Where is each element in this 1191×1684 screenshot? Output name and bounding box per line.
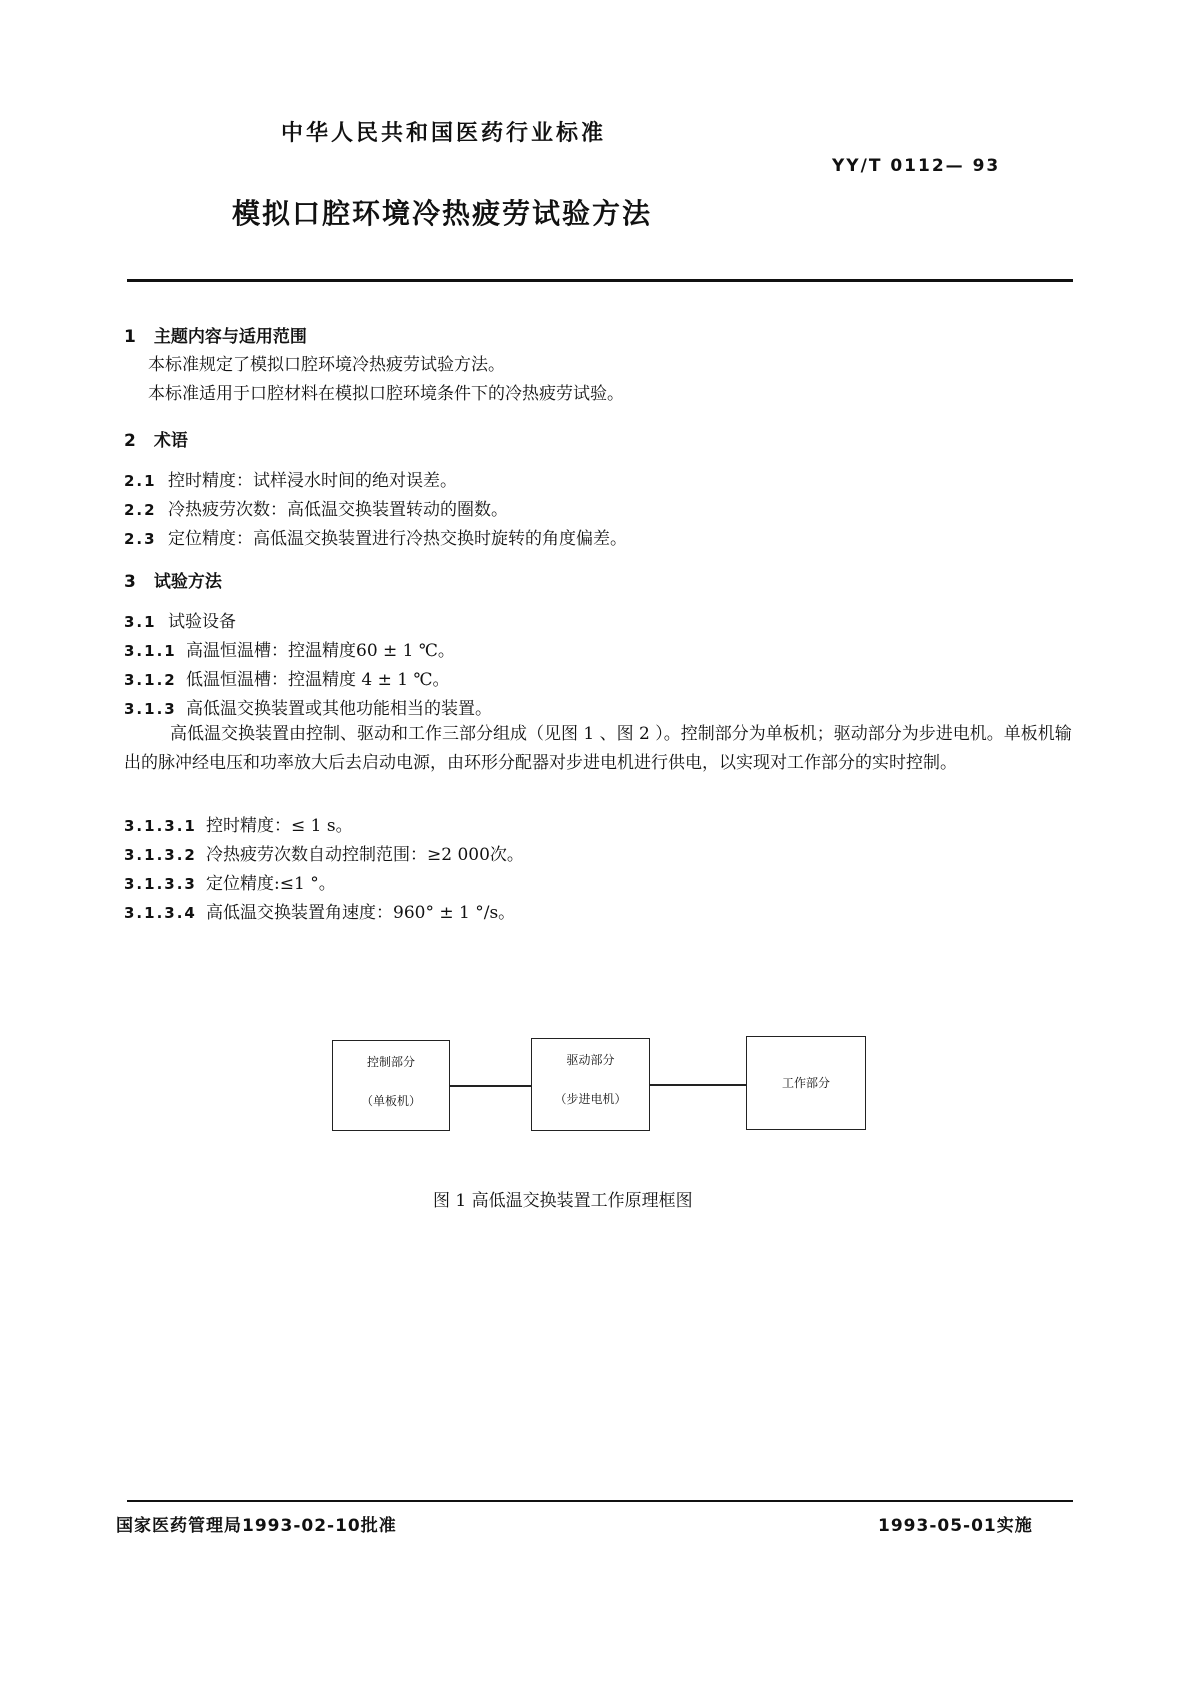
item-number: 2.3 — [124, 530, 157, 548]
term-item — [124, 466, 457, 491]
spec-item — [124, 898, 515, 923]
approval-date: 国家医药管理局1993-02-10批准 — [116, 1516, 397, 1536]
item-text: 高低温交换装置角速度：960° ± 1 °/s。 — [206, 903, 516, 923]
box-label: 工作部分 — [781, 1076, 830, 1090]
device-description-paragraph: 高低温交换装置由控制、驱动和工作三部分组成（见图 1 、图 2 ）。控制部分为单板机；驱动部分为步进电机。单板机输出的脉冲经电压和功率放大后去启动电源，由环形分配器对步进电机进行供电，以实现对工作部分的实时控制。 — [124, 724, 1072, 773]
standard-code: YY/T 0112— 93 — [832, 156, 1001, 176]
spec-item — [124, 840, 524, 865]
item-text: 低温恒温槽：控温精度 4 ± 1 ℃。 — [186, 670, 450, 690]
header-rule — [127, 279, 1073, 282]
section-2-heading — [124, 426, 188, 451]
figure-caption: 图 1 高低温交换装置工作原理框图 — [433, 1191, 693, 1211]
item-text: 定位精度:≤1 °。 — [206, 874, 336, 894]
section-3-heading — [124, 567, 222, 592]
equipment-item — [124, 665, 450, 690]
item-number: 3.1.3.1 — [124, 817, 197, 835]
section-title: 术语 — [153, 431, 188, 451]
document-title: 模拟口腔环境冷热疲劳试验方法 — [232, 197, 653, 230]
item-number: 2.2 — [124, 501, 157, 519]
connector-line — [649, 1084, 746, 1086]
work-unit-box — [746, 1036, 866, 1130]
item-number: 3.1.3 — [124, 700, 177, 718]
item-number: 3.1.3.2 — [124, 846, 197, 864]
term-item — [124, 495, 508, 520]
connector-line — [449, 1085, 531, 1087]
item-text: 控时精度：≤ 1 s。 — [206, 816, 353, 836]
drive-unit-box — [531, 1038, 650, 1131]
item-text: 高温恒温槽：控温精度60 ± 1 ℃。 — [186, 641, 455, 661]
item-number: 2.1 — [124, 472, 157, 490]
item-text: 冷热疲劳次数：高低温交换装置转动的圈数。 — [168, 500, 508, 520]
item-text: 试验设备 — [168, 612, 236, 632]
item-number: 3.1.3.4 — [124, 904, 197, 922]
item-text: 控时精度：试样浸水时间的绝对误差。 — [168, 471, 457, 491]
item-number: 3.1.3.3 — [124, 875, 197, 893]
item-number: 3.1 — [124, 613, 157, 631]
item-text: 高低温交换装置或其他功能相当的装置。 — [186, 699, 492, 719]
section-1-heading — [124, 322, 307, 347]
item-number: 3.1.1 — [124, 642, 177, 660]
section-number: 2 — [124, 431, 136, 451]
section-1-paragraph-2: 本标准适用于口腔材料在模拟口腔环境条件下的冷热疲劳试验。 — [148, 384, 624, 404]
term-item — [124, 524, 627, 549]
section-1-paragraph-1: 本标准规定了模拟口腔环境冷热疲劳试验方法。 — [148, 355, 505, 375]
section-number: 1 — [124, 327, 136, 347]
item-number: 3.1.2 — [124, 671, 177, 689]
control-unit-box — [332, 1040, 450, 1131]
box-sublabel: （步进电机） — [554, 1092, 627, 1106]
footer-rule — [127, 1500, 1073, 1502]
section-number: 3 — [124, 572, 136, 592]
spec-item — [124, 869, 336, 894]
subsection-3-1 — [124, 607, 236, 632]
box-sublabel: （单板机） — [360, 1094, 421, 1108]
effective-date: 1993-05-01实施 — [878, 1516, 1033, 1536]
equipment-item — [124, 636, 455, 661]
section-title: 试验方法 — [153, 572, 222, 592]
box-label: 驱动部分 — [566, 1053, 615, 1067]
issuing-body: 中华人民共和国医药行业标准 — [281, 121, 607, 146]
spec-item — [124, 811, 353, 836]
section-title: 主题内容与适用范围 — [153, 327, 307, 347]
item-text: 冷热疲劳次数自动控制范围：≥2 000次。 — [206, 845, 524, 865]
equipment-item — [124, 694, 492, 719]
item-text: 定位精度：高低温交换装置进行冷热交换时旋转的角度偏差。 — [168, 529, 627, 549]
box-label: 控制部分 — [366, 1055, 415, 1069]
